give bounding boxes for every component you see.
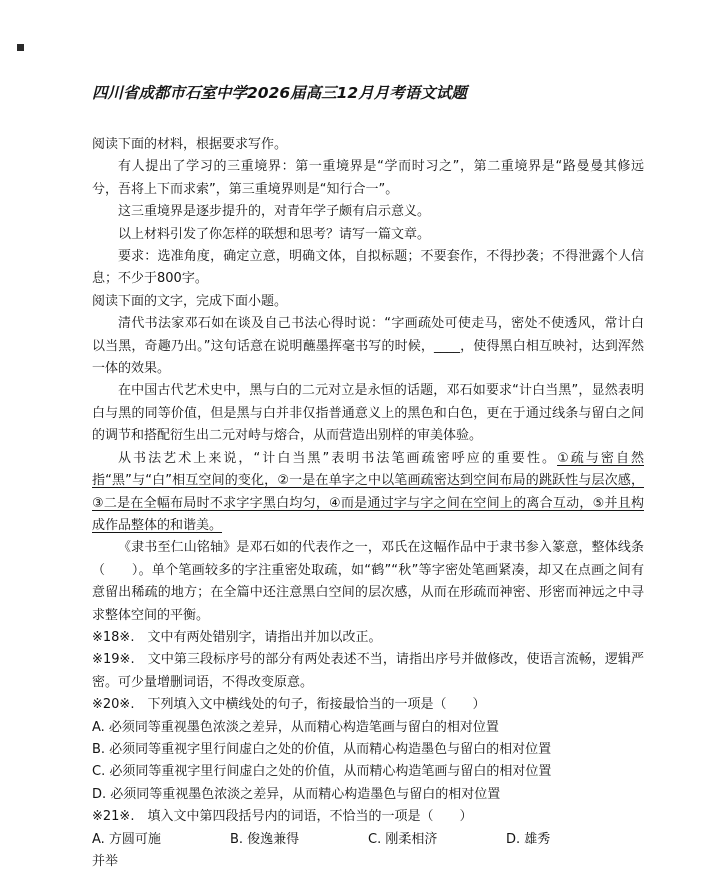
question-21-option-a: A. 方圆可施 bbox=[92, 831, 161, 847]
reading-paragraph-3-lead: 从书法艺术上来说，“计白当黑”表明书法笔画疏密呼应的重要性。 bbox=[118, 450, 558, 466]
question-20-option-b: B. 必须同等重视字里行间虚白之处的价值，从而精心构造墨色与留白的相对位置 bbox=[92, 741, 552, 757]
document-page bbox=[92, 84, 644, 873]
question-18: ※18※. 文中有两处错别字，请指出并加以改正。 bbox=[92, 629, 382, 645]
question-21-stem: ※21※. 填入文中第四段括号内的词语，不恰当的一项是（ ） bbox=[92, 809, 473, 825]
question-21-option-b: B. 俊逸兼得 bbox=[230, 831, 300, 847]
question-19: ※19※. 文中第三段标序号的部分有两处表述不当，请指出序号并做修改，使语言流畅，逻辑严密。可少量增删词语，不得改变原意。 bbox=[92, 652, 644, 690]
question-21-option-d-wrapped: 并举 bbox=[92, 854, 119, 869]
question-20-stem: ※20※. 下列填入文中横线处的句子，衔接最恰当的一项是（ ） bbox=[92, 697, 486, 713]
document-title: 四川省成都市石室中学2026届高三12月月考语文试题 bbox=[92, 84, 467, 102]
reading-paragraph-4: 《隶书至仁山铭轴》是邓石如的代表作之一，邓氏在这幅作品中于隶书参入篆意，整体线条（ ）。单个笔画较多的字注重密处取疏，如“鹤”“秋”等字密处笔画紧凑，却又在点画之间有意留出稀疏的地方；在全篇中还注意黑白空间的层次感，从而在形疏而神密、形密而神远之中寻求整体空间的平衡。 bbox=[92, 540, 644, 623]
question-20-option-c: C. 必须同等重视字里行间虚白之处的价值，从而精心构造笔画与留白的相对位置 bbox=[92, 764, 552, 780]
reading-paragraph-2: 在中国古代艺术史中，黑与白的二元对立是永恒的话题，邓石如要求“计白当黑”，显然表明白与黑的同等价值，但是黑与白并非仅指普通意义上的黑色和白色，更在于通过线条与留白之间的调节和搭配衍生出二元对峙与熔合，从而营造出别样的审美体验。 bbox=[92, 383, 644, 444]
question-20-option-d: D. 必须同等重视墨色浓淡之差异，从而精心构造墨色与留白的相对位置 bbox=[92, 786, 501, 802]
writing-paragraph-2: 这三重境界是逐步提升的，对青年学子颇有启示意义。 bbox=[118, 204, 431, 220]
reading-paragraph-3 bbox=[92, 448, 644, 538]
writing-paragraph-1: 有人提出了学习的三重境界：第一重境界是“学而时习之”，第二重境界是“路曼曼其修远兮，吾将上下而求索”，第三重境界则是“知行合一”。 bbox=[92, 159, 644, 197]
question-21-option-d: D. 雄秀 bbox=[506, 831, 551, 847]
scan-artifact bbox=[17, 44, 24, 51]
question-21-option-c: C. 刚柔相济 bbox=[368, 831, 438, 847]
reading-section-intro: 阅读下面的文字，完成下面小题。 bbox=[92, 293, 288, 309]
question-20-option-a: A. 必须同等重视墨色浓淡之差异，从而精心构造笔画与留白的相对位置 bbox=[92, 719, 499, 735]
reading-paragraph-1: 清代书法家邓石如在谈及自己书法心得时说：“字画疏处可使走马，密处不使透风，常计白以当黑，奇趣乃出。”这句话意在说明蘸墨挥毫书写的时候，____，使得黑白相互映衬，达到浑然一体的效果。 bbox=[92, 316, 644, 377]
writing-paragraph-3: 以上材料引发了你怎样的联想和思考？请写一篇文章。 bbox=[118, 226, 431, 242]
writing-section-intro: 阅读下面的材料，根据要求写作。 bbox=[92, 137, 288, 152]
reading-paragraph-3-underlined-part: ①疏与密自然指“黑”与“白”相互空间的变化，②一是在单字之中以笔画疏密达到空间布局的跳跃性与层次感，③二是在全幅布局时不求字字黑白均匀，④而是通过字与字之间在空间上的离合互动，⑤并且构成作品整体的和谐美。 bbox=[92, 450, 644, 533]
writing-requirements: 要求：选准角度，确定立意，明确文体，自拟标题；不要套作，不得抄袭；不得泄露个人信息；不少于800字。 bbox=[92, 249, 644, 287]
question-21-options-row bbox=[92, 829, 644, 851]
